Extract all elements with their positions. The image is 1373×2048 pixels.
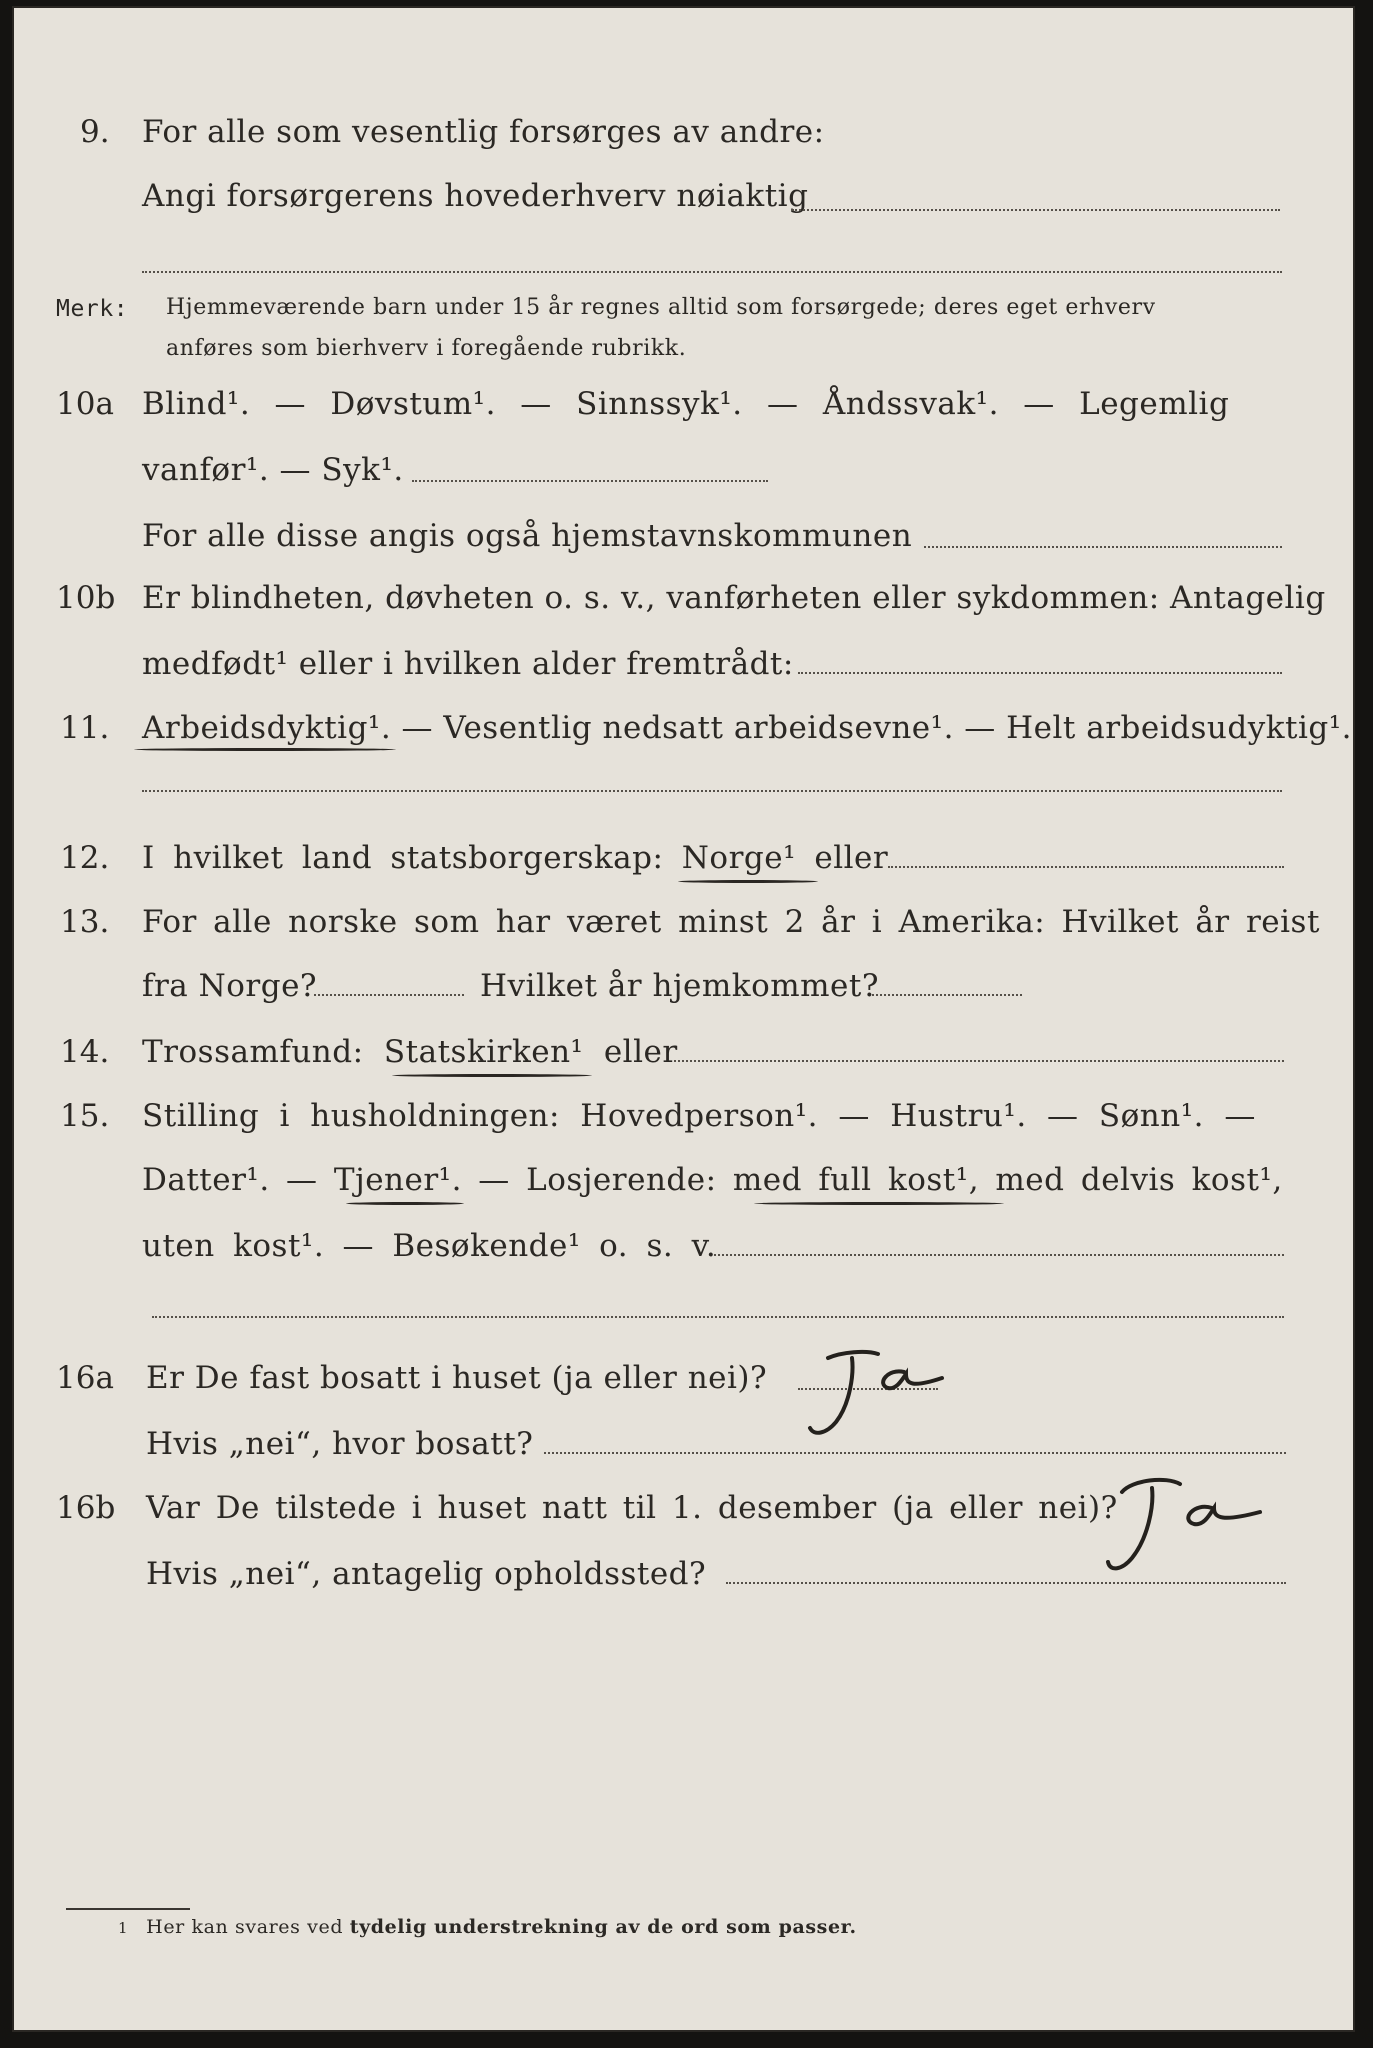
question-14-text: Trossamfund: Statskirken¹ eller bbox=[142, 1034, 678, 1070]
handwritten-ja-signature-16a bbox=[792, 1344, 962, 1444]
answer-line[interactable] bbox=[142, 271, 1282, 273]
answer-line[interactable] bbox=[314, 994, 464, 996]
handwritten-ja-signature-16b bbox=[1082, 1472, 1282, 1582]
answer-line[interactable] bbox=[142, 790, 1282, 792]
question-16b-text-2: Hvis „nei“, antagelig opholdssted? bbox=[146, 1556, 707, 1592]
handwritten-answer-16b bbox=[1082, 1472, 1282, 1582]
answer-line[interactable] bbox=[544, 1452, 1286, 1454]
question-13-text: For alle norske som har været minst 2 år i Amerika: Hvilket år reist bbox=[142, 904, 1320, 940]
question-11-number: 11. bbox=[60, 710, 110, 746]
question-10a-text-2: vanfør¹. — Syk¹. bbox=[142, 452, 404, 488]
handwritten-answer-16a bbox=[792, 1344, 962, 1444]
question-16a-number: 16a bbox=[56, 1360, 114, 1396]
question-15-text-2: Datter¹. — Tjener¹. — Losjerende: med full kost¹, med delvis kost¹, bbox=[142, 1162, 1283, 1198]
answer-line[interactable] bbox=[726, 1582, 1286, 1584]
question-13-number: 13. bbox=[60, 904, 110, 940]
handwritten-underline-statskirken bbox=[392, 1074, 592, 1077]
answer-line[interactable] bbox=[792, 209, 1280, 211]
footnote-text-bold: tydelig understrekning av de ord som passer. bbox=[349, 1916, 857, 1938]
question-9-number: 9. bbox=[80, 114, 110, 150]
question-16a-text: Er De fast bosatt i huset (ja eller nei)? bbox=[146, 1360, 768, 1396]
answer-line[interactable] bbox=[888, 866, 1284, 868]
question-10b-text: Er blindheten, døvheten o. s. v., vanførheten eller sykdommen: Antagelig bbox=[142, 580, 1326, 616]
answer-line[interactable] bbox=[152, 1316, 1284, 1318]
question-9-subtext: Angi forsørgerens hovederhverv nøiaktig bbox=[142, 178, 809, 214]
handwritten-underline-norge bbox=[678, 880, 818, 883]
question-10a-text: Blind¹. — Døvstum¹. — Sinnssyk¹. — Åndssvak¹. — Legemlig bbox=[142, 386, 1230, 422]
question-12-number: 12. bbox=[60, 840, 110, 876]
question-16b-text: Var De tilstede i huset natt til 1. desember (ja eller nei)? bbox=[146, 1490, 1118, 1526]
question-16b-number: 16b bbox=[56, 1490, 116, 1526]
answer-line[interactable] bbox=[674, 1060, 1284, 1062]
question-14-number: 14. bbox=[60, 1034, 110, 1070]
question-15-number: 15. bbox=[60, 1098, 110, 1134]
question-9-text: For alle som vesentlig forsørges av andre: bbox=[142, 114, 825, 150]
footnote-text: Her kan svares ved bbox=[146, 1916, 350, 1938]
question-13-text-2a: fra Norge? bbox=[142, 968, 318, 1004]
answer-line[interactable] bbox=[924, 546, 1282, 548]
question-15-text-3: uten kost¹. — Besøkende¹ o. s. v. bbox=[142, 1228, 717, 1264]
answer-line[interactable] bbox=[412, 480, 768, 482]
question-10a-text-3: For alle disse angis også hjemstavnskommunen bbox=[142, 518, 913, 554]
note-text-line-2: anføres som bierhverv i foregående rubrikk. bbox=[166, 336, 687, 361]
answer-line[interactable] bbox=[798, 672, 1282, 674]
question-13-text-2b: Hvilket år hjemkommet? bbox=[480, 968, 879, 1004]
handwritten-underline-med-full-kost bbox=[754, 1202, 1004, 1205]
census-form-page bbox=[14, 8, 1353, 2030]
question-10b-text-2: medfødt¹ eller i hvilken alder fremtrådt: bbox=[142, 646, 794, 682]
footnote-marker: 1 bbox=[118, 1919, 129, 1937]
question-11-text: Arbeidsdyktig¹. — Vesentlig nedsatt arbeidsevne¹. — Helt arbeidsudyktig¹. bbox=[142, 710, 1353, 746]
answer-line[interactable] bbox=[872, 994, 1022, 996]
question-10a-number: 10a bbox=[56, 386, 114, 422]
question-12-text: I hvilket land statsborgerskap: Norge¹ eller bbox=[142, 840, 889, 876]
question-16a-text-2: Hvis „nei“, hvor bosatt? bbox=[146, 1426, 534, 1462]
note-label: Merk: bbox=[56, 296, 129, 322]
question-10b-number: 10b bbox=[56, 580, 116, 616]
footnote-rule bbox=[66, 1908, 190, 1910]
question-15-text: Stilling i husholdningen: Hovedperson¹. — Hustru¹. — Sønn¹. — bbox=[142, 1098, 1256, 1134]
footnote bbox=[118, 1916, 857, 1938]
handwritten-underline-tjener bbox=[346, 1202, 464, 1205]
note-text-line-1: Hjemmeværende barn under 15 år regnes alltid som forsørgede; deres eget erhverv bbox=[166, 295, 1156, 320]
handwritten-underline-arbeidsdyktig bbox=[134, 748, 396, 751]
answer-line[interactable] bbox=[714, 1254, 1284, 1256]
